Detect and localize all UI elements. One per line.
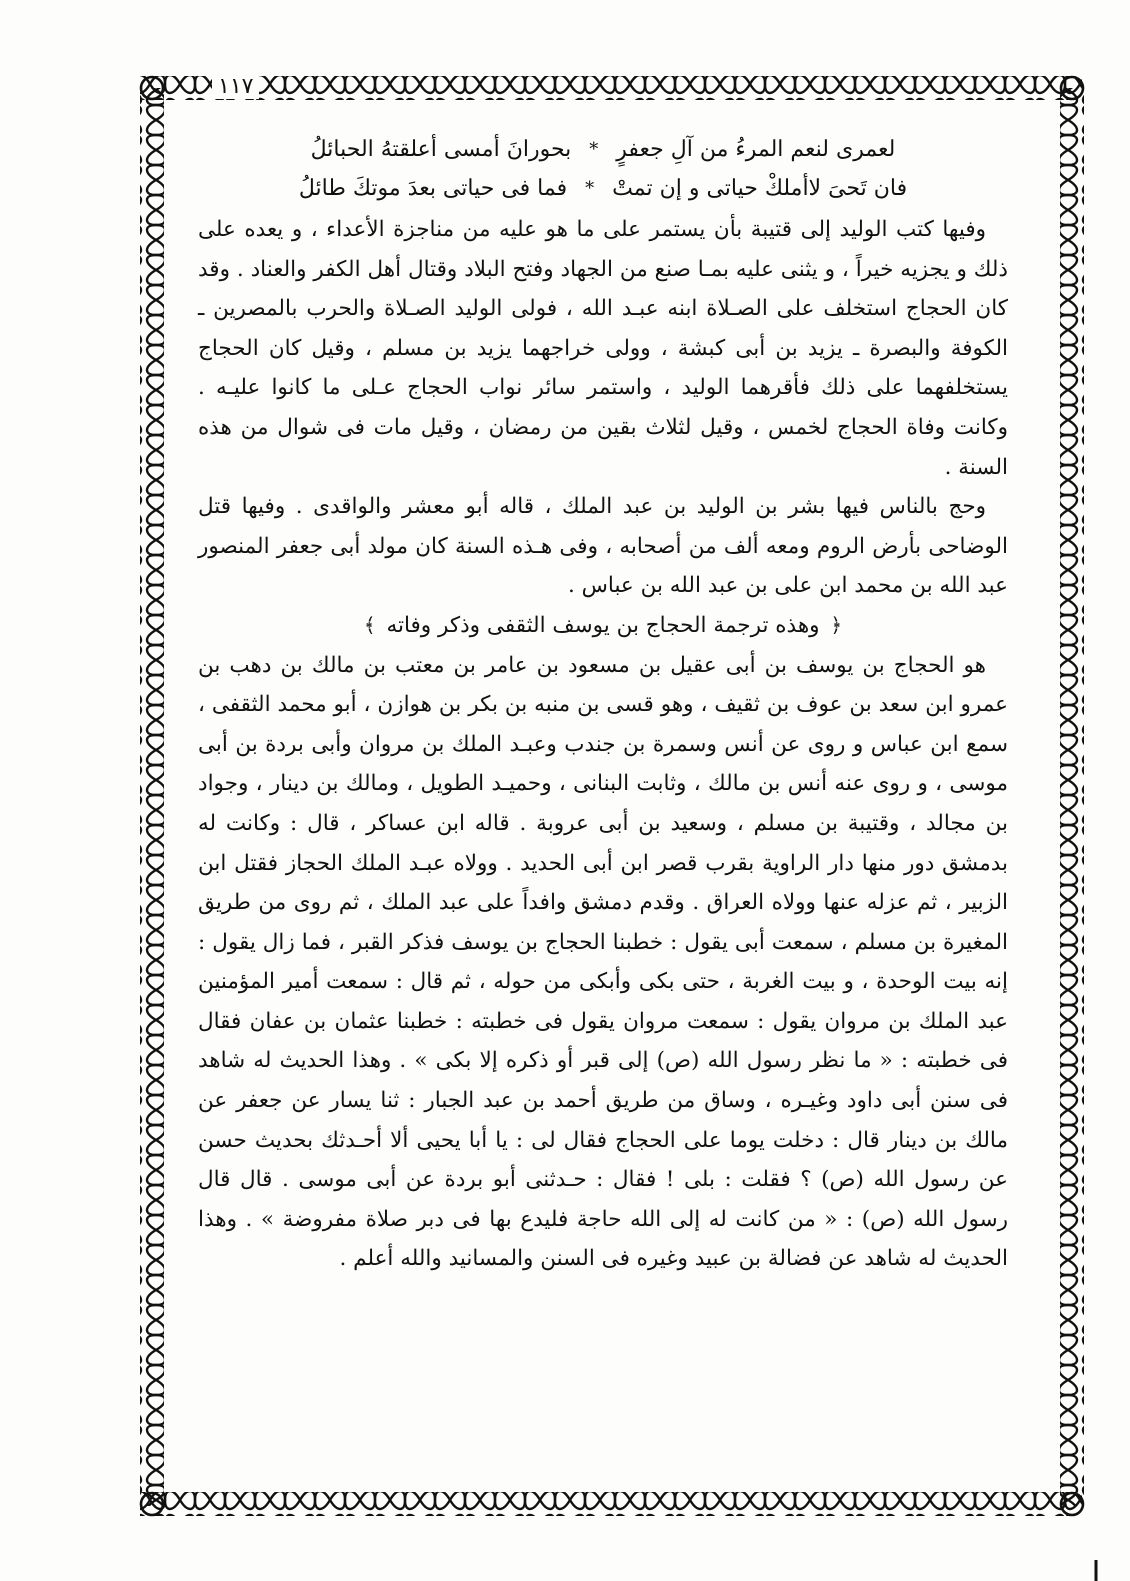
poem bbox=[198, 130, 1008, 208]
paragraph: هو الحجاج بن يوسف بن أبى عقيل بن مسعود بن عامر بن معتب بن مالك بن دهب بن عمرو ابن سعد بن عوف بن ثقيف ، وهو قسى بن منبه بن بكر بن هوازن ، أبو محمد الثقفى ، سمع ابن عباس و روى عن أنس وسمرة بن جندب وعبـد الملك بن مروان وأبى بردة بن أبى موسى ، و روى عنه أنس بن مالك ، وثابت البنانى ، وحميـد الطويل ، ومالك بن دينار ، وجواد بن مجالد ، وقتيبة بن مسلم ، وسعيد بن أبى عروبة . قاله ابن عساكر ، قال : وكانت له بدمشق دور منها دار الراوية بقرب قصر ابن أبى الحديد . وولاه عبـد الملك الحجاز فقتل ابن الزبير ، ثم عزله عنها وولاه العراق . وقدم دمشق وافداً على عبد الملك ، ثم روى من طريق المغيرة بن مسلم ، سمعت أبى يقول : خطبنا الحجاج بن يوسف فذكر القبر ، فما زال يقول : إنه بيت الوحدة ، و بيت الغربة ، حتى بكى وأبكى من حوله ، ثم قال : سمعت أمير المؤمنين عبد الملك بن مروان يقول : سمعت مروان يقول فى خطبته : خطبنا عثمان بن عفان فقال فى خطبته : « ما نظر رسول الله (ص) إلى قبر أو ذكره إلا بكى » . وهذا الحديث له شاهد فى سنن أبى داود وغيـره ، وساق من طريق أحمد بن عبد الجبار : ثنا يسار عن جعفر عن مالك بن دينار قال : دخلت يوما على الحجاج فقال لى : يا أبا يحيى ألا أحـدثك بحديث حسن عن رسول الله (ص) ؟ فقلت : بلى ! فقال : حـدثنى أبو بردة عن أبى موسى . قال قال رسول الله (ص) : « من كانت له إلى الله حاجة فليدع بها فى دبر صلاة مفروضة » . وهذا الحديث له شاهد عن فضالة بن عبيد وغيره فى السنن والمسانيد والله أعلم . bbox=[198, 652, 1008, 1272]
heading-ornament-close: ﴾ bbox=[363, 612, 376, 637]
section-heading bbox=[198, 606, 1008, 646]
verse-first-hemistich: لعمرى لنعم المرءُ من آلِ جعفرٍ bbox=[616, 137, 896, 162]
verse-second-hemistich: بحورانَ أمسى أعلقتهُ الحبائلُ bbox=[310, 137, 572, 162]
verse-first-hemistich: فان تَحىَ لاأملكْ حياتى و إن تمتْ bbox=[612, 176, 908, 201]
paragraph: وفيها كتب الوليد إلى قتيبة بأن يستمر على ما هو عليه من مناجزة الأعداء ، و يعده على ذلك و يجزيه خيراً ، و يثنى عليه بمـا صنع من الجهاد وفتح البلاد وقتال أهل الكفر والعناد . وقد كان الحجاج استخلف على الصـلاة ابنه عبـد الله ، فولى الوليد الصـلاة والحرب بالمصرين ـ الكوفة والبصرة ـ يزيد بن أبى كبشة ، وولى خراجهما يزيد بن مسلم ، وقيل كان الحجاج يستخلفهما على ذلك فأقرهما الوليد ، واستمر سائر نواب الحجاج عـلى ما كانوا عليـه . وكانت وفاة الحجاج لخمس ، وقيل لثلاث بقين من رمضان ، وقيل مات فى شوال من هذه السنة . bbox=[198, 217, 1009, 480]
verse-separator-star: * bbox=[585, 178, 595, 199]
poem-verse bbox=[198, 169, 1008, 208]
border-bottom bbox=[140, 1492, 1082, 1516]
page-number: ١١٧ bbox=[212, 74, 259, 99]
border-left bbox=[140, 88, 164, 1506]
border-right bbox=[1060, 88, 1084, 1506]
page-body bbox=[198, 130, 1008, 1279]
verse-second-hemistich: فما فى حياتى بعدَ موتكَ طائلُ bbox=[298, 176, 568, 201]
verse-separator-star: * bbox=[589, 139, 599, 160]
heading-ornament-open: ﴿ bbox=[830, 612, 843, 637]
section-heading-text: وهذه ترجمة الحجاج بن يوسف الثقفى وذكر وفاته bbox=[386, 612, 820, 638]
paragraph: وحج بالناس فيها بشر بن الوليد بن عبد الملك ، قاله أبو معشر والواقدى . وفيها قتل الوضاحى بأرض الروم ومعه ألف من أصحابه ، وفى هـذه السنة كان مولد أبى جعفر المنصور عبد الله بن محمد ابن على بن عبد الله بن عباس . bbox=[198, 494, 1008, 599]
poem-verse bbox=[198, 130, 1008, 169]
border-top bbox=[140, 76, 1082, 100]
